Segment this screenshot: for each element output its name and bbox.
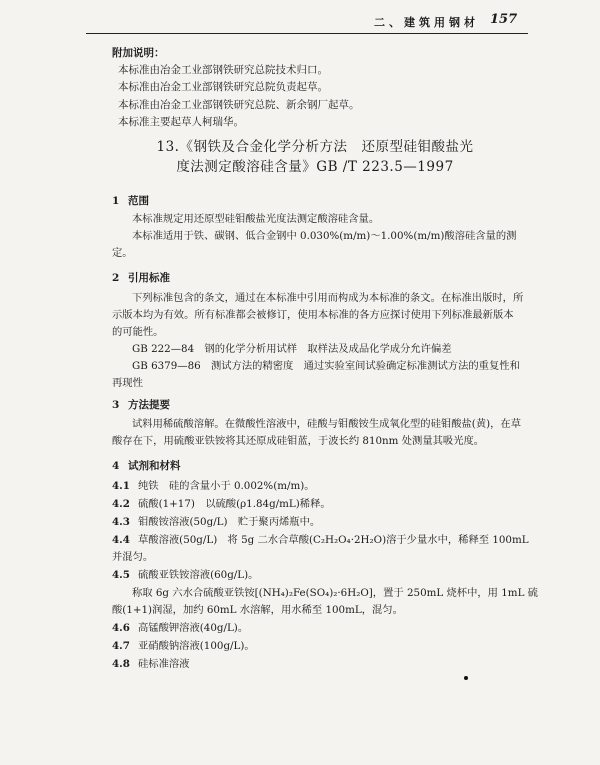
section-number: 3	[112, 399, 120, 411]
note-line: 本标准由冶金工业部钢铁研究总院负责起草。	[118, 81, 328, 94]
item-text: 硫酸(1+17) 以硫酸(ρ1.84g/mL)稀释。	[138, 498, 331, 510]
item-number: 4.5	[112, 569, 130, 581]
note-line: 本标准由冶金工业部钢铁研究总院、新余钢厂起草。	[118, 98, 360, 111]
running-header	[0, 0, 600, 40]
section-2-heading	[112, 270, 170, 285]
section-2-body	[112, 290, 522, 392]
paragraph-line: 试料用稀硫酸溶解。在微酸性溶液中，硅酸与钼酸铵生成氧化型的硅钼酸盐(黄)，在草	[132, 418, 522, 430]
standard-title-line-1: 13.《钢铁及合金化学分析方法 还原型硅钼酸盐光	[156, 139, 474, 155]
paragraph-line: 定。	[112, 247, 133, 259]
scan-speck	[464, 676, 468, 680]
section-title: 方法提要	[128, 399, 170, 411]
note-line: 本标准主要起草人柯瑞华。	[118, 115, 244, 128]
section-title: 试剂和材料	[128, 460, 181, 472]
item-number: 4.6	[112, 622, 130, 634]
section-1-heading	[112, 193, 149, 208]
paragraph-line: 示版本均为有效。所有标准都会被修订，使用本标准的各方应探讨使用下列标准最新版本	[112, 309, 514, 321]
additional-notes	[112, 44, 492, 131]
item-text: 亚硝酸钠溶液(100g/L)。	[138, 640, 255, 652]
section-title: 范围	[128, 195, 149, 207]
item-number: 4.3	[112, 516, 130, 528]
section-3-heading	[112, 397, 170, 412]
item-number: 4.1	[112, 480, 130, 492]
section-3-body	[112, 416, 522, 450]
paragraph-line: 本标准适用于铁、碳钢、低合金钢中 0.030%(m/m)～1.00%(m/m)酸溶硅含量的测	[132, 230, 517, 242]
paragraph-line: 的可能性。	[112, 326, 164, 338]
standard-title-line-2: 度法测定酸溶硅含量》GB /T 223.5—1997	[176, 159, 454, 175]
item-text: 高锰酸钾溶液(40g/L)。	[138, 622, 249, 634]
list-item	[112, 478, 522, 495]
paragraph-line: 下列标准包含的条文，通过在本标准中引用而构成为本标准的条文。在标准出版时，所	[132, 292, 524, 304]
reference-line: GB 6379—86 测试方法的精密度 通过实验室间试验确定标准测试方法的重复性和	[132, 360, 520, 372]
list-item	[112, 620, 522, 637]
item-number: 4.7	[112, 640, 130, 652]
list-item-paragraph: 称取 6g 六水合硫酸亚铁铵[(NH₄)₂Fe(SO₄)₂·6H₂O]，置于 250mL 烧杯中，用 1mL 硫	[132, 587, 538, 599]
list-item	[112, 567, 522, 584]
section-number: 4	[112, 460, 120, 472]
item-text: 硫酸亚铁铵溶液(60g/L)。	[138, 569, 259, 581]
item-number: 4.4	[112, 534, 130, 546]
note-line: 本标准由冶金工业部钢铁研究总院技术归口。	[118, 64, 328, 76]
section-number: 2	[112, 272, 120, 284]
section-4-heading	[112, 458, 181, 473]
item-number: 4.8	[112, 658, 130, 670]
item-number: 4.2	[112, 498, 130, 510]
item-text: 草酸溶液(50g/L) 将 5g 二水合草酸(C₂H₂O₄·2H₂O)溶于少量水中，稀释至 100mL	[138, 534, 529, 546]
item-text: 纯铁 硅的含量小于 0.002%(m/m)。	[138, 480, 315, 492]
list-item-continuation: 并混匀。	[112, 551, 154, 563]
header-rule	[86, 33, 528, 34]
list-item	[112, 638, 522, 655]
header-section-title: 二、建筑用钢材	[374, 16, 479, 29]
list-item	[112, 656, 522, 673]
list-item	[112, 514, 522, 531]
paragraph-line: 酸存在下，用硫酸亚铁铵将其还原成硅钼蓝，于波长约 810nm 处测量其吸光度。	[112, 435, 485, 447]
list-item-paragraph: 酸(1+1)润湿，加约 60mL 水溶解，用水稀至 100mL，混匀。	[112, 604, 403, 616]
item-text: 硅标准溶液	[138, 658, 190, 670]
page-number: 157	[490, 12, 518, 27]
item-text: 钼酸铵溶液(50g/L) 贮于聚丙烯瓶中。	[138, 516, 321, 528]
list-item	[112, 496, 522, 513]
section-title: 引用标准	[128, 272, 170, 284]
section-1-body	[112, 211, 522, 262]
list-item	[112, 532, 529, 549]
section-number: 1	[112, 195, 120, 207]
paragraph-line: 本标准规定用还原型硅钼酸盐光度法测定酸溶硅含量。	[132, 213, 380, 225]
reference-line: 再现性	[112, 377, 143, 389]
notes-title: 附加说明：	[112, 47, 165, 59]
reference-line: GB 222—84 钢的化学分析用试样 取样法及成品化学成分允许偏差	[132, 343, 452, 355]
